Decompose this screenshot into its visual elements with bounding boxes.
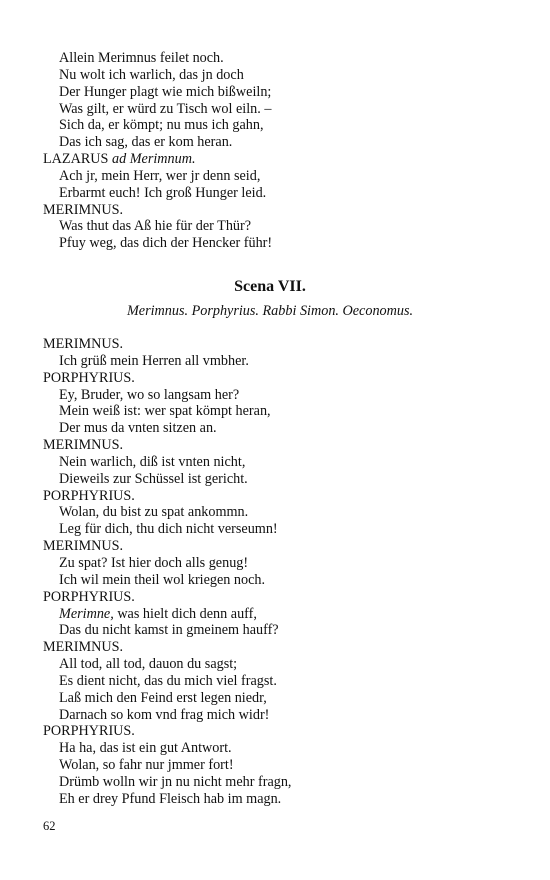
line-text: Ich wil mein theil wol kriegen noch.: [59, 571, 266, 588]
line-text: Was thut das Aß hie für der Thür?: [59, 218, 252, 235]
verse-line: [43, 690, 510, 707]
line-text: MERIMNUS.: [43, 437, 124, 454]
line-text: Ach jr, mein Herr, wer jr denn seid,: [59, 167, 261, 184]
speaker-name: [43, 437, 510, 454]
line-text: Es dient nicht, das du mich viel fragst.: [59, 672, 277, 689]
line-text: Was gilt, er würd zu Tisch wol eiln. –: [59, 100, 272, 117]
speaker-name: [43, 151, 510, 168]
line-text: Leg für dich, thu dich nicht verseumn!: [59, 521, 278, 538]
verse-line: [43, 656, 510, 673]
verse-line: [43, 740, 510, 757]
line-text: Eh er drey Pfund Fleisch hab im magn.: [59, 790, 282, 807]
line-text: MERIMNUS.: [43, 201, 124, 218]
speaker-name: [43, 538, 510, 555]
verse-line: [43, 235, 510, 252]
line-text: Ha ha, das ist ein gut Antwort.: [59, 740, 232, 757]
line-text: MERIMNUS.: [43, 538, 124, 555]
verse-line: [43, 403, 510, 420]
verse-line: [43, 117, 510, 134]
line-text: PORPHYRIUS.: [43, 723, 135, 740]
line-text: PORPHYRIUS.: [43, 487, 135, 504]
verse-line: [43, 50, 510, 67]
verse-line: [43, 101, 510, 118]
line-text: Darnach so kom vnd frag mich widr!: [59, 706, 270, 723]
line-text: Allein Merimnus feilet noch.: [59, 50, 224, 66]
speaker-name: [43, 589, 510, 606]
verse-block-1: [43, 50, 510, 252]
line-text: Dieweils zur Schüssel ist gericht.: [59, 470, 248, 487]
scene-cast-list: Merimnus. Porphyrius. Rabbi Simon. Oeconomus.: [126, 303, 414, 319]
verse-line: [43, 387, 510, 404]
speaker-name: [43, 488, 510, 505]
line-text: LAZARUS: [43, 151, 109, 168]
verse-line: [43, 791, 510, 808]
speaker-name: [43, 723, 510, 740]
scene-heading: Scena VII.: [234, 278, 306, 295]
line-text: Zu spat? Ist hier doch alls genug!: [59, 554, 249, 571]
line-text: Ich grüß mein Herren all vmbher.: [59, 352, 249, 369]
line-text: PORPHYRIUS.: [43, 588, 135, 605]
line-text: Das du nicht kamst in gmeinem hauff?: [59, 622, 279, 639]
verse-line: [43, 454, 510, 471]
line-text: Drümb wolln wir jn nu nicht mehr fragn,: [59, 773, 292, 790]
stage-direction: ad Merimnum.: [111, 151, 196, 168]
verse-line: [43, 555, 510, 572]
speaker-name: [43, 336, 510, 353]
verse-line: [43, 420, 510, 437]
verse-line: [43, 504, 510, 521]
verse-line: [43, 707, 510, 724]
line-text: PORPHYRIUS.: [43, 369, 135, 386]
line-text: MERIMNUS.: [43, 639, 124, 656]
line-text: Wolan, so fahr nur jmmer fort!: [59, 757, 234, 774]
verse-line: [43, 622, 510, 639]
verse-line: [43, 521, 510, 538]
line-text: Sich da, er kömpt; nu mus ich gahn,: [59, 117, 264, 134]
verse-line: [43, 218, 510, 235]
verse-line: [43, 757, 510, 774]
verse-line: [43, 471, 510, 488]
speaker-name: [43, 370, 510, 387]
verse-line: [43, 84, 510, 101]
line-text: Ey, Bruder, wo so langsam her?: [59, 386, 240, 403]
line-text: Der Hunger plagt wie mich bißweiln;: [59, 83, 272, 100]
line-text: Erbarmt euch! Ich groß Hunger leid.: [59, 184, 267, 201]
line-text: Laß mich den Feind erst legen niedr,: [59, 689, 267, 706]
verse-line: [43, 353, 510, 370]
verse-block-2: [43, 336, 510, 808]
verse-line: [43, 673, 510, 690]
verse-line: [43, 606, 510, 623]
line-text: Der mus da vnten sitzen an.: [59, 420, 217, 437]
line-text: Nein warlich, diß ist vnten nicht,: [59, 453, 246, 470]
line-text: Merimne,: [59, 605, 114, 622]
line-text: Mein weiß ist: wer spat kömpt heran,: [59, 403, 271, 420]
speaker-name: [43, 639, 510, 656]
line-text-continued: was hielt dich denn auff,: [113, 605, 257, 622]
verse-line: [43, 185, 510, 202]
verse-line: [43, 134, 510, 151]
verse-line: [43, 572, 510, 589]
line-text: All tod, all tod, dauon du sagst;: [59, 656, 238, 673]
verse-line: [43, 67, 510, 84]
line-text: Wolan, du bist zu spat ankommn.: [59, 504, 249, 521]
line-text: MERIMNUS.: [43, 336, 124, 352]
verse-line: [43, 774, 510, 791]
speaker-name: [43, 202, 510, 219]
verse-line: [43, 168, 510, 185]
line-text: Pfuy weg, das dich der Hencker führ!: [59, 235, 273, 252]
page-number: 62: [43, 819, 56, 833]
line-text: Das ich sag, das er kom heran.: [59, 134, 233, 151]
line-text: Nu wolt ich warlich, das jn doch: [59, 66, 244, 83]
